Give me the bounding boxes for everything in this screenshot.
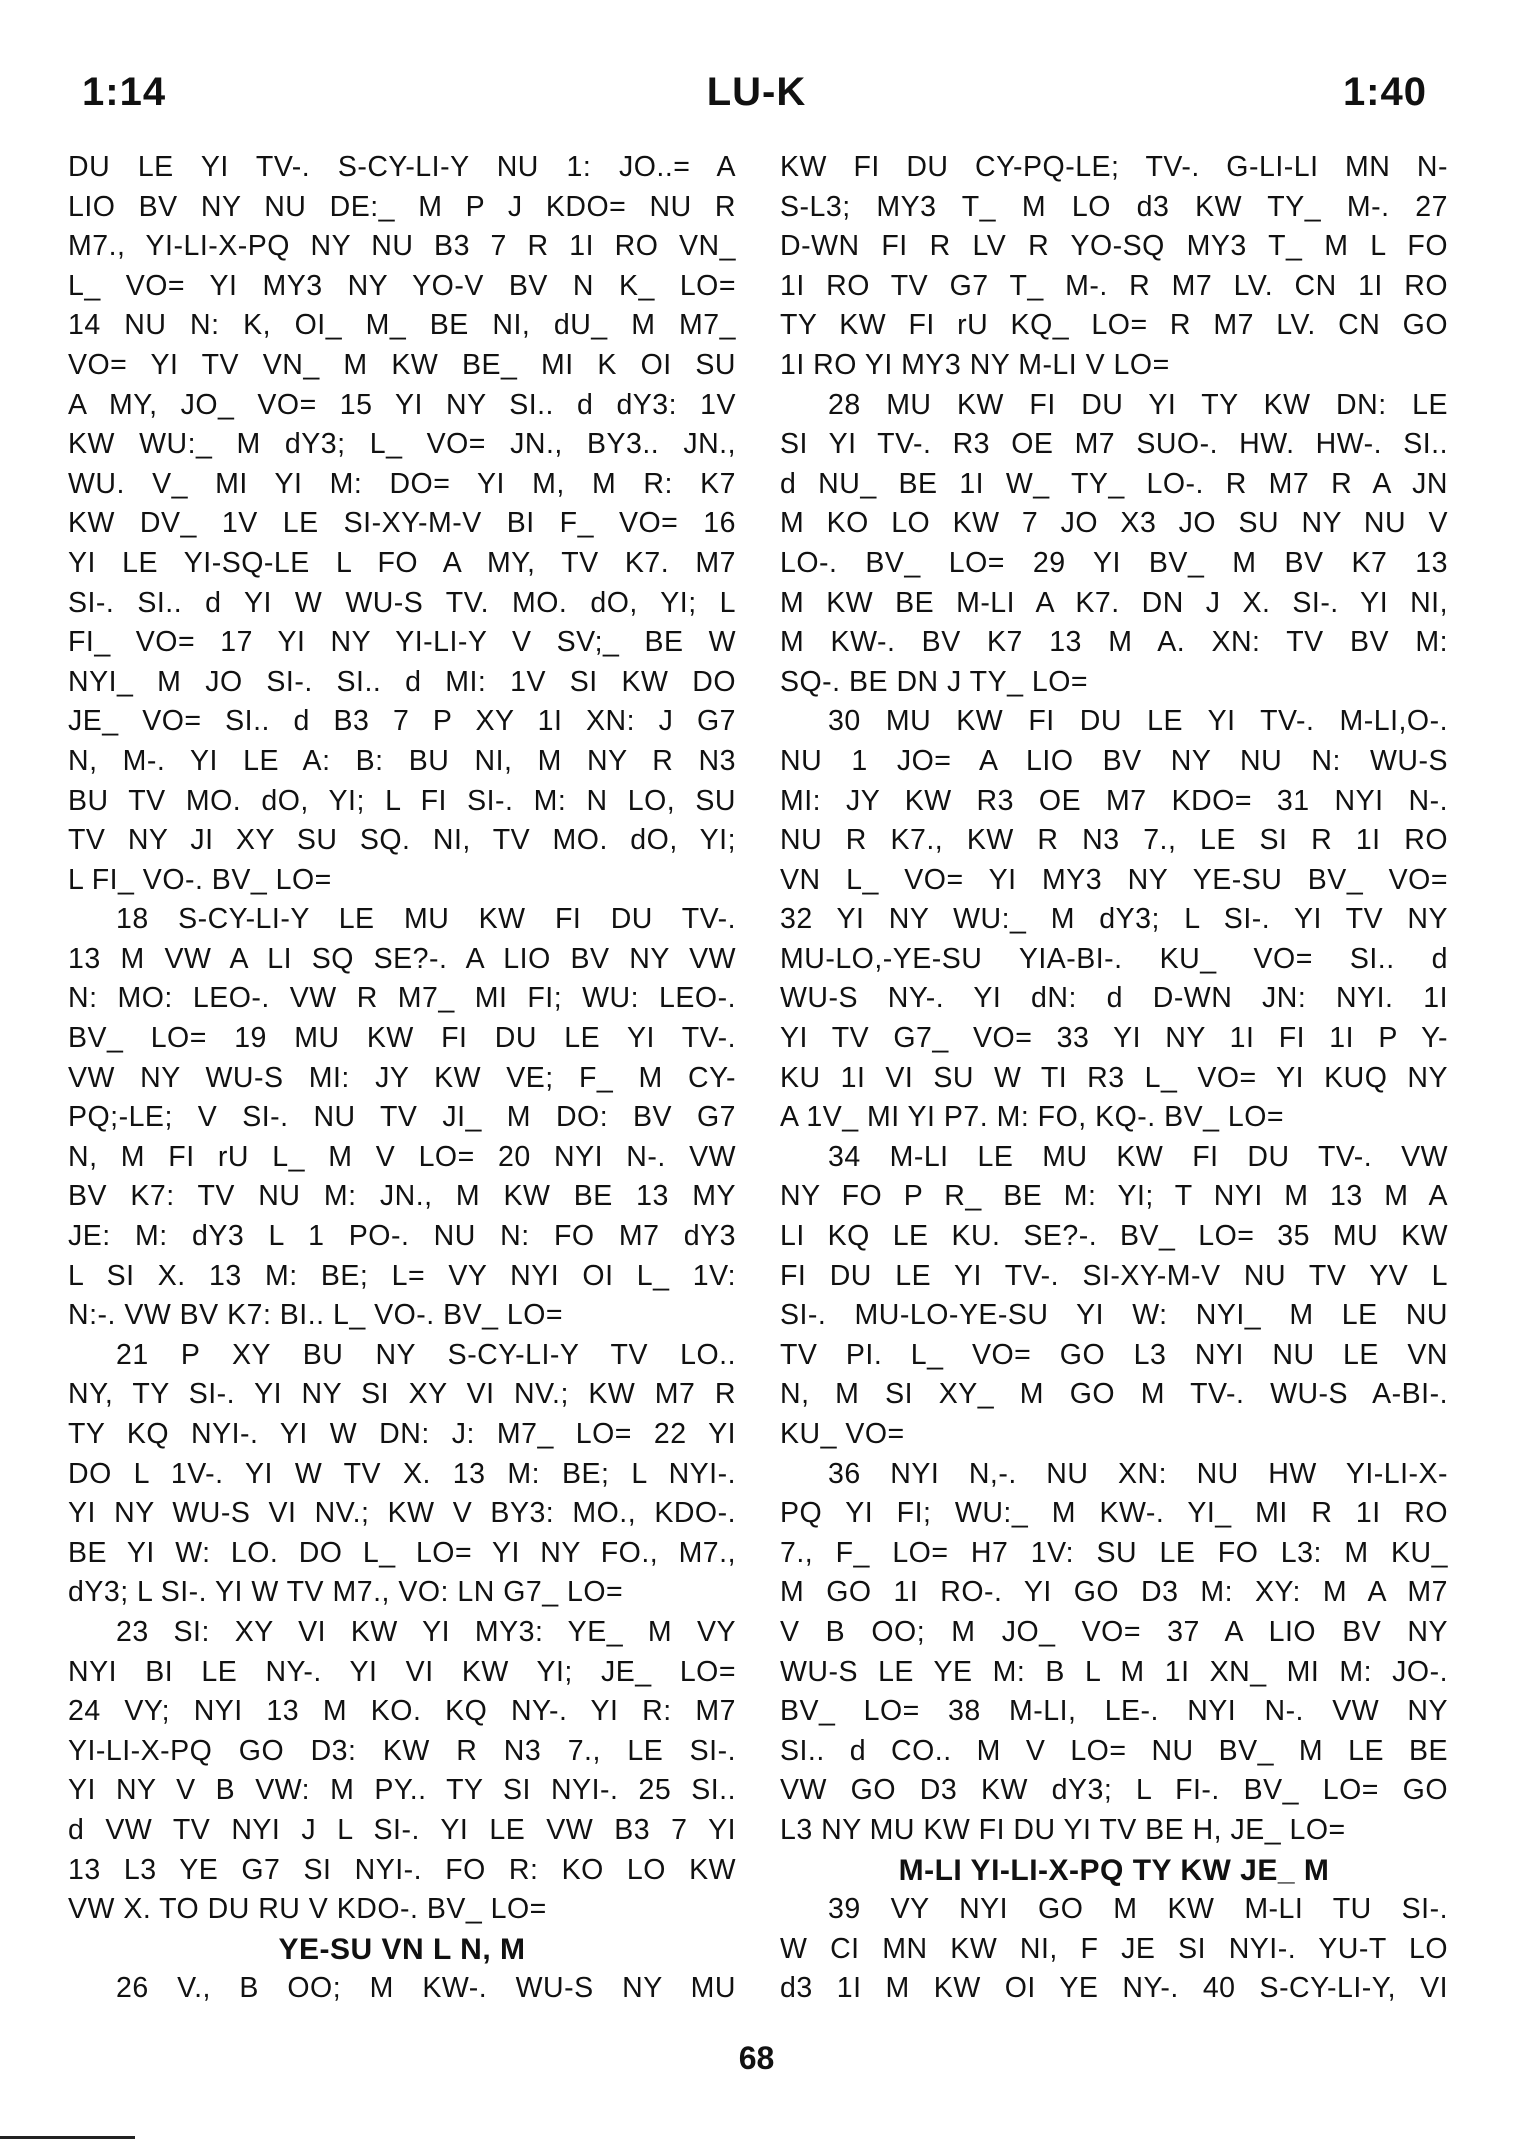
text-line: VO= YI TV VN_ M KW BE_ MI K OI SU xyxy=(68,348,736,381)
text-line: d VW TV NYI J L SI-. YI LE VW B3 7 YI xyxy=(68,1813,736,1846)
chapter-verse-end: 1:40 xyxy=(1342,70,1427,114)
text-line: VW GO D3 KW dY3; L FI-. BV_ LO= GO xyxy=(780,1774,1448,1807)
text-line: FI DU LE YI TV-. SI-XY-M-V NU TV YV L xyxy=(780,1259,1448,1292)
text-line: M GO 1I RO-. YI GO D3 M: XY: M A M7 xyxy=(780,1576,1448,1609)
text-line: 39 VY NYI GO M KW M-LI TU SI-. xyxy=(828,1893,1448,1926)
text-line: 7., F_ LO= H7 1V: SU LE FO L3: M KU_ xyxy=(780,1536,1448,1569)
section-heading: YE-SU VN L N, M xyxy=(278,1932,526,1966)
text-line: TV NY JI XY SU SQ. NI, TV MO. dO, YI; xyxy=(68,824,736,857)
text-line: DO L 1V-. YI W TV X. 13 M: BE; L NYI-. xyxy=(68,1457,736,1490)
right-text-column xyxy=(780,148,1448,2009)
text-line: NYI_ M JO SI-. SI.. d MI: 1V SI KW DO xyxy=(68,665,736,698)
text-line: JE: M: dY3 L 1 PO-. NU N: FO M7 dY3 xyxy=(68,1220,736,1253)
text-line: WU-S LE YE M: B L M 1I XN_ MI M: JO-. xyxy=(780,1655,1448,1688)
left-text-column xyxy=(68,148,736,2009)
text-line: L SI X. 13 M: BE; L= VY NYI OI L_ 1V: xyxy=(68,1259,736,1292)
text-line: KW DV_ 1V LE SI-XY-M-V BI F_ VO= 16 xyxy=(68,507,736,540)
text-line: NY FO P R_ BE M: YI; T NYI M 13 M A xyxy=(780,1180,1448,1213)
text-line: 21 P XY BU NY S-CY-LI-Y TV LO.. xyxy=(116,1338,736,1371)
text-line: 14 NU N: K, OI_ M_ BE NI, dU_ M M7_ xyxy=(68,309,736,342)
text-line: 30 MU KW FI DU LE YI TV-. M-LI,O-. xyxy=(828,705,1448,738)
text-line: dY3; L SI-. YI W TV M7., VO: LN G7_ LO= xyxy=(68,1576,624,1609)
bottom-rule xyxy=(0,2136,135,2139)
text-line: DU LE YI TV-. S-CY-LI-Y NU 1: JO..= A xyxy=(68,151,736,183)
text-line: LI KQ LE KU. SE?-. BV_ LO= 35 MU KW xyxy=(780,1220,1448,1253)
text-line: N:-. VW BV K7: BI.. L_ VO-. BV_ LO= xyxy=(68,1299,564,1332)
text-line: NYI BI LE NY-. YI VI KW YI; JE_ LO= xyxy=(68,1655,736,1688)
text-line: S-L3; MY3 T_ M LO d3 KW TY_ M-. 27 xyxy=(780,190,1448,223)
text-line: VW NY WU-S MI: JY KW VE; F_ M CY- xyxy=(68,1061,736,1094)
text-line: N, M SI XY_ M GO M TV-. WU-S A-BI-. xyxy=(780,1378,1448,1411)
text-line: VN L_ VO= YI MY3 NY YE-SU BV_ VO= xyxy=(780,863,1448,896)
text-line: W CI MN KW NI, F JE SI NYI-. YU-T LO xyxy=(780,1932,1448,1965)
text-line: BV_ LO= 38 M-LI, LE-. NYI N-. VW NY xyxy=(780,1695,1448,1728)
text-line: NU R K7., KW R N3 7., LE SI R 1I RO xyxy=(780,824,1448,857)
text-line: N: MO: LEO-. VW R M7_ MI FI; WU: LEO-. xyxy=(68,982,736,1015)
text-line: TY KW FI rU KQ_ LO= R M7 LV. CN GO xyxy=(780,309,1448,342)
text-line: d3 1I M KW OI YE NY-. 40 S-CY-LI-Y, VI xyxy=(780,1972,1448,2005)
text-line: SQ-. BE DN J TY_ LO= xyxy=(780,665,1089,698)
text-line: 24 VY; NYI 13 M KO. KQ NY-. YI R: M7 xyxy=(68,1695,736,1728)
text-line: TV PI. L_ VO= GO L3 NYI NU LE VN xyxy=(780,1338,1448,1371)
text-line: SI-. SI.. d YI W WU-S TV. MO. dO, YI; L xyxy=(68,586,736,619)
text-line: MU-LO,-YE-SU YIA-BI-. KU_ VO= SI.. d xyxy=(780,942,1448,975)
text-line: JE_ VO= SI.. d B3 7 P XY 1I XN: J G7 xyxy=(68,705,736,738)
text-line: A MY, JO_ VO= 15 YI NY SI.. d dY3: 1V xyxy=(68,388,736,421)
text-line: 32 YI NY WU:_ M dY3; L SI-. YI TV NY xyxy=(780,903,1448,936)
text-line: FI_ VO= 17 YI NY YI-LI-Y V SV;_ BE W xyxy=(68,626,736,659)
text-line: PQ YI FI; WU:_ M KW-. YI_ MI R 1I RO xyxy=(780,1497,1448,1530)
book-title: LU-K xyxy=(706,70,807,114)
text-line: SI-. MU-LO-YE-SU YI W: NYI_ M LE NU xyxy=(780,1299,1448,1332)
text-line: 36 NYI N,-. NU XN: NU HW YI-LI-X- xyxy=(828,1457,1448,1490)
text-line: YI-LI-X-PQ GO D3: KW R N3 7., LE SI-. xyxy=(68,1734,736,1767)
text-line: BV_ LO= 19 MU KW FI DU LE YI TV-. xyxy=(68,1022,736,1055)
text-line: SI.. d CO.. M V LO= NU BV_ M LE BE xyxy=(780,1734,1448,1767)
text-line: N, M-. YI LE A: B: BU NI, M NY R N3 xyxy=(68,744,736,777)
text-line: N, M FI rU L_ M V LO= 20 NYI N-. VW xyxy=(68,1140,736,1173)
text-line: YI NY WU-S VI NV.; KW V BY3: MO., KDO-. xyxy=(68,1497,736,1530)
page-number: 68 xyxy=(738,2040,775,2076)
text-line: NY, TY SI-. YI NY SI XY VI NV.; KW M7 R xyxy=(68,1378,736,1411)
text-line: d NU_ BE 1I W_ TY_ LO-. R M7 R A JN xyxy=(780,467,1448,500)
text-line: YI TV G7_ VO= 33 YI NY 1I FI 1I P Y- xyxy=(780,1022,1448,1055)
text-line: V B OO; M JO_ VO= 37 A LIO BV NY xyxy=(780,1615,1448,1648)
text-line: M KW BE M-LI A K7. DN J X. SI-. YI NI, xyxy=(780,586,1448,619)
text-line: YI NY V B VW: M PY.. TY SI NYI-. 25 SI.. xyxy=(68,1774,736,1807)
text-line: A 1V_ MI YI P7. M: FO, KQ-. BV_ LO= xyxy=(780,1101,1285,1134)
text-line: L FI_ VO-. BV_ LO= xyxy=(68,863,332,896)
text-line: 13 L3 YE G7 SI NYI-. FO R: KO LO KW xyxy=(68,1853,736,1886)
text-line: 18 S-CY-LI-Y LE MU KW FI DU TV-. xyxy=(116,903,736,936)
text-line: 28 MU KW FI DU YI TY KW DN: LE xyxy=(828,388,1448,421)
text-line: SI YI TV-. R3 OE M7 SUO-. HW. HW-. SI.. xyxy=(780,428,1448,461)
text-line: YI LE YI-SQ-LE L FO A MY, TV K7. M7 xyxy=(68,546,736,579)
text-line: M KO LO KW 7 JO X3 JO SU NY NU V xyxy=(780,507,1448,540)
text-line: KW WU:_ M dY3; L_ VO= JN., BY3.. JN., xyxy=(68,428,736,461)
text-line: L_ VO= YI MY3 NY YO-V BV N K_ LO= xyxy=(68,269,736,302)
text-line: TY KQ NYI-. YI W DN: J: M7_ LO= 22 YI xyxy=(68,1418,736,1450)
text-line: 13 M VW A LI SQ SE?-. A LIO BV NY VW xyxy=(68,942,736,975)
text-line: BU TV MO. dO, YI; L FI SI-. M: N LO, SU xyxy=(68,784,736,817)
text-line: BV K7: TV NU M: JN., M KW BE 13 MY xyxy=(68,1180,736,1213)
text-line: MI: JY KW R3 OE M7 KDO= 31 NYI N-. xyxy=(780,784,1448,817)
text-line: M7., YI-LI-X-PQ NY NU B3 7 R 1I RO VN_ xyxy=(68,230,736,263)
text-line: NU 1 JO= A LIO BV NY NU N: WU-S xyxy=(780,744,1448,777)
text-line: M KW-. BV K7 13 M A. XN: TV BV M: xyxy=(780,626,1448,659)
text-line: LIO BV NY NU DE:_ M P J KDO= NU R xyxy=(68,190,736,223)
text-line: LO-. BV_ LO= 29 YI BV_ M BV K7 13 xyxy=(780,546,1448,579)
text-line: 1I RO YI MY3 NY M-LI V LO= xyxy=(780,348,1170,381)
text-line: 34 M-LI LE MU KW FI DU TV-. VW xyxy=(828,1140,1448,1173)
text-line: KW FI DU CY-PQ-LE; TV-. G-LI-LI MN N- xyxy=(780,151,1448,183)
text-line: KU_ VO= xyxy=(780,1418,905,1450)
text-line: KU 1I VI SU W TI R3 L_ VO= YI KUQ NY xyxy=(780,1061,1448,1094)
text-line: WU. V_ MI YI M: DO= YI M, M R: K7 xyxy=(68,467,736,500)
text-line: 23 SI: XY VI KW YI MY3: YE_ M VY xyxy=(116,1615,736,1648)
text-line: BE YI W: LO. DO L_ LO= YI NY FO., M7., xyxy=(68,1536,736,1569)
text-line: L3 NY MU KW FI DU YI TV BE H, JE_ LO= xyxy=(780,1813,1346,1846)
text-line: 26 V., B OO; M KW-. WU-S NY MU xyxy=(116,1972,736,2005)
chapter-verse-start: 1:14 xyxy=(82,70,167,114)
text-line: VW X. TO DU RU V KDO-. BV_ LO= xyxy=(68,1893,547,1926)
text-line: PQ;-LE; V SI-. NU TV JI_ M DO: BV G7 xyxy=(68,1101,736,1134)
section-heading: M-LI YI-LI-X-PQ TY KW JE_ M xyxy=(898,1853,1330,1887)
text-line: WU-S NY-. YI dN: d D-WN JN: NYI. 1I xyxy=(780,982,1448,1015)
text-line: D-WN FI R LV R YO-SQ MY3 T_ M L FO xyxy=(780,230,1448,263)
text-line: 1I RO TV G7 T_ M-. R M7 LV. CN 1I RO xyxy=(780,269,1448,302)
